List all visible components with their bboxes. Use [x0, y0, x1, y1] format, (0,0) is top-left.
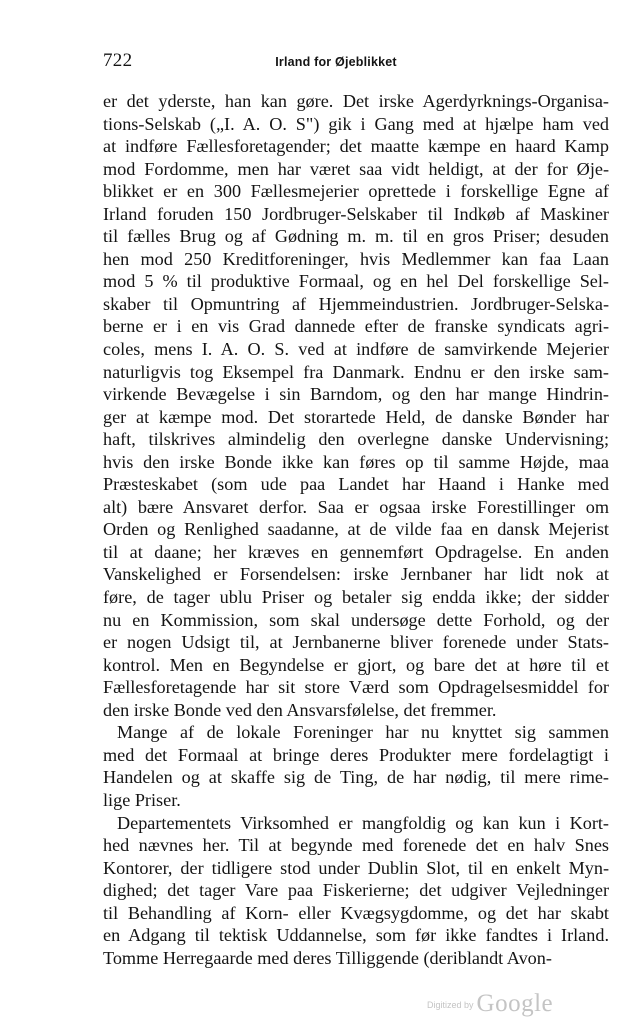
paragraph [103, 90, 609, 721]
text-line: ger at kæmpe mod. Det storartede Held, de danske Bønder har [103, 406, 609, 427]
text-line: tions-Selskab („I. A. O. S") gik i Gang med at hjælpe ham ved [103, 113, 609, 134]
running-title: Irland for Øjeblikket [275, 55, 397, 69]
text-line: mod Fordomme, men har været saa vidt heldigt, at der for Øje- [103, 158, 609, 179]
page-number: 722 [103, 50, 133, 71]
text-line: berne er i en vis Grad dannede efter de franske syndicats agri- [103, 316, 609, 337]
text-line: hvis den irske Bonde ikke kan føres op til samme Højde, maa [103, 451, 609, 472]
text-line: virkende Bevægelse i sin Barndom, og den har mange Hindrin- [103, 384, 609, 405]
text-line: kontrol. Men en Begyndelse er gjort, og bare det at høre til et [103, 654, 609, 675]
body-text [103, 90, 609, 969]
text-line: nu en Kommission, som skal undersøge dette Forhold, og der [103, 609, 609, 630]
text-line: hed nævnes her. Til at begynde med forenede det en halv Snes [103, 835, 609, 856]
text-line: Orden og Renlighed saadanne, at de vilde faa en dansk Mejerist [103, 519, 609, 540]
text-line: skaber til Opmuntring af Hjemmeindustrien. Jordbruger-Selska- [103, 293, 609, 314]
watermark-prefix: Digitized by [427, 1000, 474, 1010]
text-line: coles, mens I. A. O. S. ved at indføre de samvirkende Mejerier [103, 339, 609, 360]
text-line: Kontorer, der tidligere stod under Dublin Slot, til en enkelt Myn- [103, 857, 609, 878]
text-line: er det yderste, han kan gøre. Det irske Agerdyrknings-Organisa- [103, 91, 609, 111]
digitized-watermark [427, 990, 553, 1018]
text-line: alt) bære Ansvaret derfor. Saa er ogsaa irske Forestillinger om [103, 496, 609, 517]
text-line: dighed; det tager Vare paa Fiskerierne; det udgiver Vejledninger [103, 880, 609, 901]
text-line: naturligvis tog Eksempel fra Danmark. Endnu er den irske sam- [103, 361, 609, 382]
text-line: en Adgang til tektisk Uddannelse, som før ikke fandtes i Irland. [103, 925, 609, 946]
text-line: til fælles Brug og af Gødning m. m. til en gros Priser; desuden [103, 226, 609, 247]
watermark-logo: Google [476, 990, 554, 1017]
text-line: er nogen Udsigt til, at Jernbanerne bliver forenede under Stats- [103, 632, 609, 653]
text-line: Handelen og at skaffe sig de Ting, de har nødig, til mere rime- [103, 767, 609, 788]
text-line: lige Priser. [103, 789, 181, 810]
text-line: haft, tilskrives almindelig den overlegne danske Undervisning; [103, 429, 609, 450]
text-line: Præsteskabet (som ude paa Landet har Haand i Hanke med [103, 474, 609, 495]
text-line: den irske Bonde ved den Ansvarsfølelse, det fremmer. [103, 699, 497, 720]
text-line: Vanskelighed er Forsendelsen: irske Jernbaner har lidt nok at [103, 564, 609, 585]
text-line: Mange af de lokale Foreninger har nu knyttet sig sammen [117, 722, 609, 743]
text-line: til at daane; her kræves en gennemført Opdragelse. En anden [103, 541, 609, 562]
text-line: at indføre Fællesforetagender; det maatte kæmpe en haard Kamp [103, 136, 609, 157]
paragraph [103, 812, 609, 970]
text-line: til Behandling af Korn- eller Kvægsygdomme, og det har skabt [103, 902, 609, 923]
text-line: Irland foruden 150 Jordbruger-Selskaber til Indkøb af Maskiner [103, 203, 609, 224]
text-line: hen mod 250 Kreditforeninger, hvis Medlemmer kan faa Laan [103, 248, 609, 269]
text-line: Tomme Herregaarde med deres Tilliggende (deriblandt Avon- [103, 947, 552, 968]
text-line: Fællesforetagende har sit store Værd som Opdragelsesmiddel for [103, 677, 609, 698]
text-line: blikket er en 300 Fællesmejerier oprettede i forskellige Egne af [103, 181, 609, 202]
text-line: Departementets Virksomhed er mangfoldig og kan kun i Kort- [117, 812, 609, 833]
text-line: føre, de tager ublu Priser og betaler sig endda ikke; der sidder [103, 587, 609, 608]
paragraph [103, 721, 609, 811]
text-line: mod 5 % til produktive Formaal, og en hel Del forskellige Sel- [103, 271, 609, 292]
text-line: med det Formaal at bringe deres Produkter mere fordelagtigt i [103, 744, 609, 765]
